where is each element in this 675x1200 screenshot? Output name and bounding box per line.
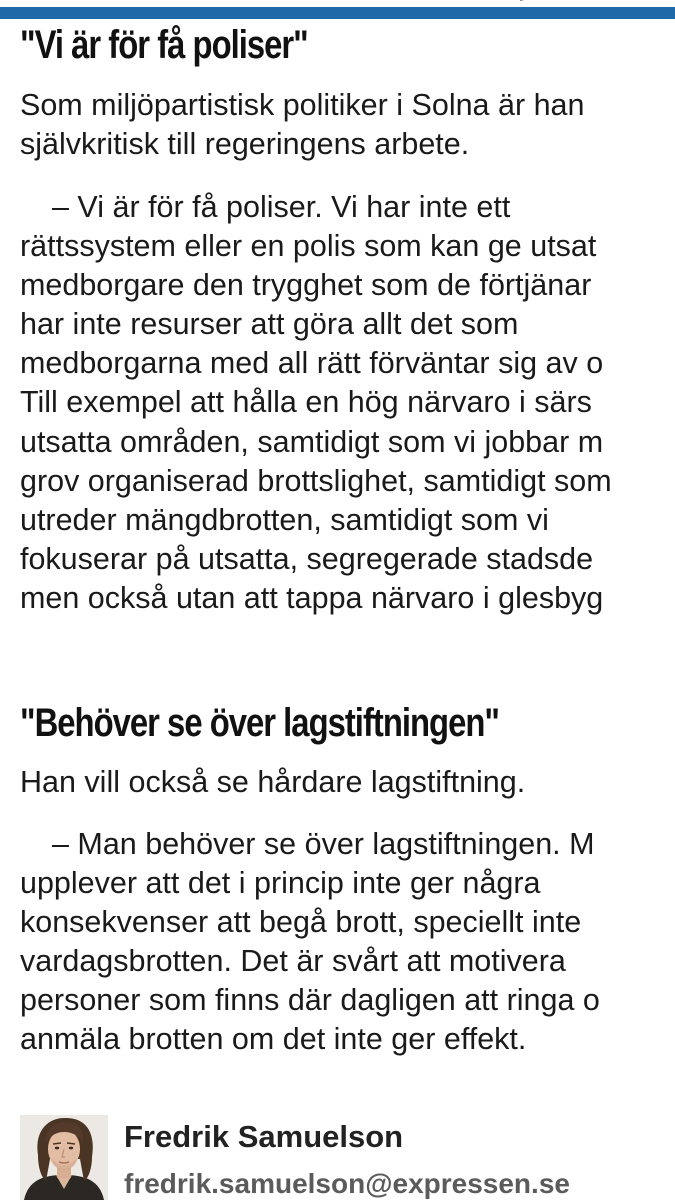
paragraph-line: självkritisk till regeringens arbete. — [20, 127, 470, 162]
author-avatar[interactable] — [20, 1115, 108, 1200]
paragraph-line: grov organiserad brottslighet, samtidigt som — [20, 463, 612, 498]
paragraph-line: rättssystem eller en polis som kan ge utsat — [20, 229, 597, 264]
paragraph-line: konsekvenser att begå brott, speciellt inte — [20, 905, 582, 940]
paragraph-line: Han vill också se hårdare lagstiftning. — [20, 765, 526, 799]
top-bar — [0, 0, 675, 20]
author-byline — [20, 1115, 675, 1200]
paragraph-1 — [20, 86, 675, 164]
paragraph-line: medborgarna med all rätt förväntar sig av o — [20, 346, 604, 381]
top-bar-stripe — [0, 7, 675, 19]
paragraph-line: har inte resurser att göra allt det som — [20, 307, 519, 342]
author-name: Fredrik Samuelson — [124, 1119, 404, 1154]
paragraph-line: Som miljöpartistisk politiker i Solna är han — [20, 88, 585, 122]
paragraph-line: medborgare den trygghet som de förtjänar — [20, 268, 592, 303]
paragraph-line: utsatta områden, samtidigt som vi jobbar m — [20, 424, 604, 459]
paragraph-4-quote — [20, 825, 675, 1060]
paragraph-2-quote — [20, 188, 675, 618]
section-heading-2: "Behöver se över lagstiftningen" — [20, 701, 499, 745]
paragraph-line: personer som finns där dagligen att ringa o — [20, 983, 600, 1018]
paragraph-line: Till exempel att hålla en hög närvaro i särs — [20, 385, 592, 420]
paragraph-line: – Man behöver se över lagstiftningen. M — [52, 827, 595, 861]
paragraph-3 — [20, 763, 675, 802]
author-email-link[interactable]: fredrik.samuelson@expressen.se — [124, 1168, 570, 1199]
paragraph-line: vardagsbrotten. Det är svårt att motivera — [20, 944, 566, 979]
author-photo-icon — [20, 1115, 108, 1200]
top-bar-divider — [520, 0, 567, 1]
paragraph-line: fokuserar på utsatta, segregerade stadsde — [20, 541, 594, 576]
paragraph-line: – Vi är för få poliser. Vi har inte ett — [52, 190, 511, 224]
paragraph-line: upplever att det i princip inte ger några — [20, 866, 541, 901]
paragraph-line: men också utan att tappa närvaro i glesbyg — [20, 580, 604, 615]
section-heading-1: "Vi är för få poliser" — [20, 23, 308, 67]
paragraph-line: utreder mängdbrotten, samtidigt som vi — [20, 502, 549, 537]
paragraph-line: anmäla brotten om det inte ger effekt. — [20, 1022, 527, 1057]
